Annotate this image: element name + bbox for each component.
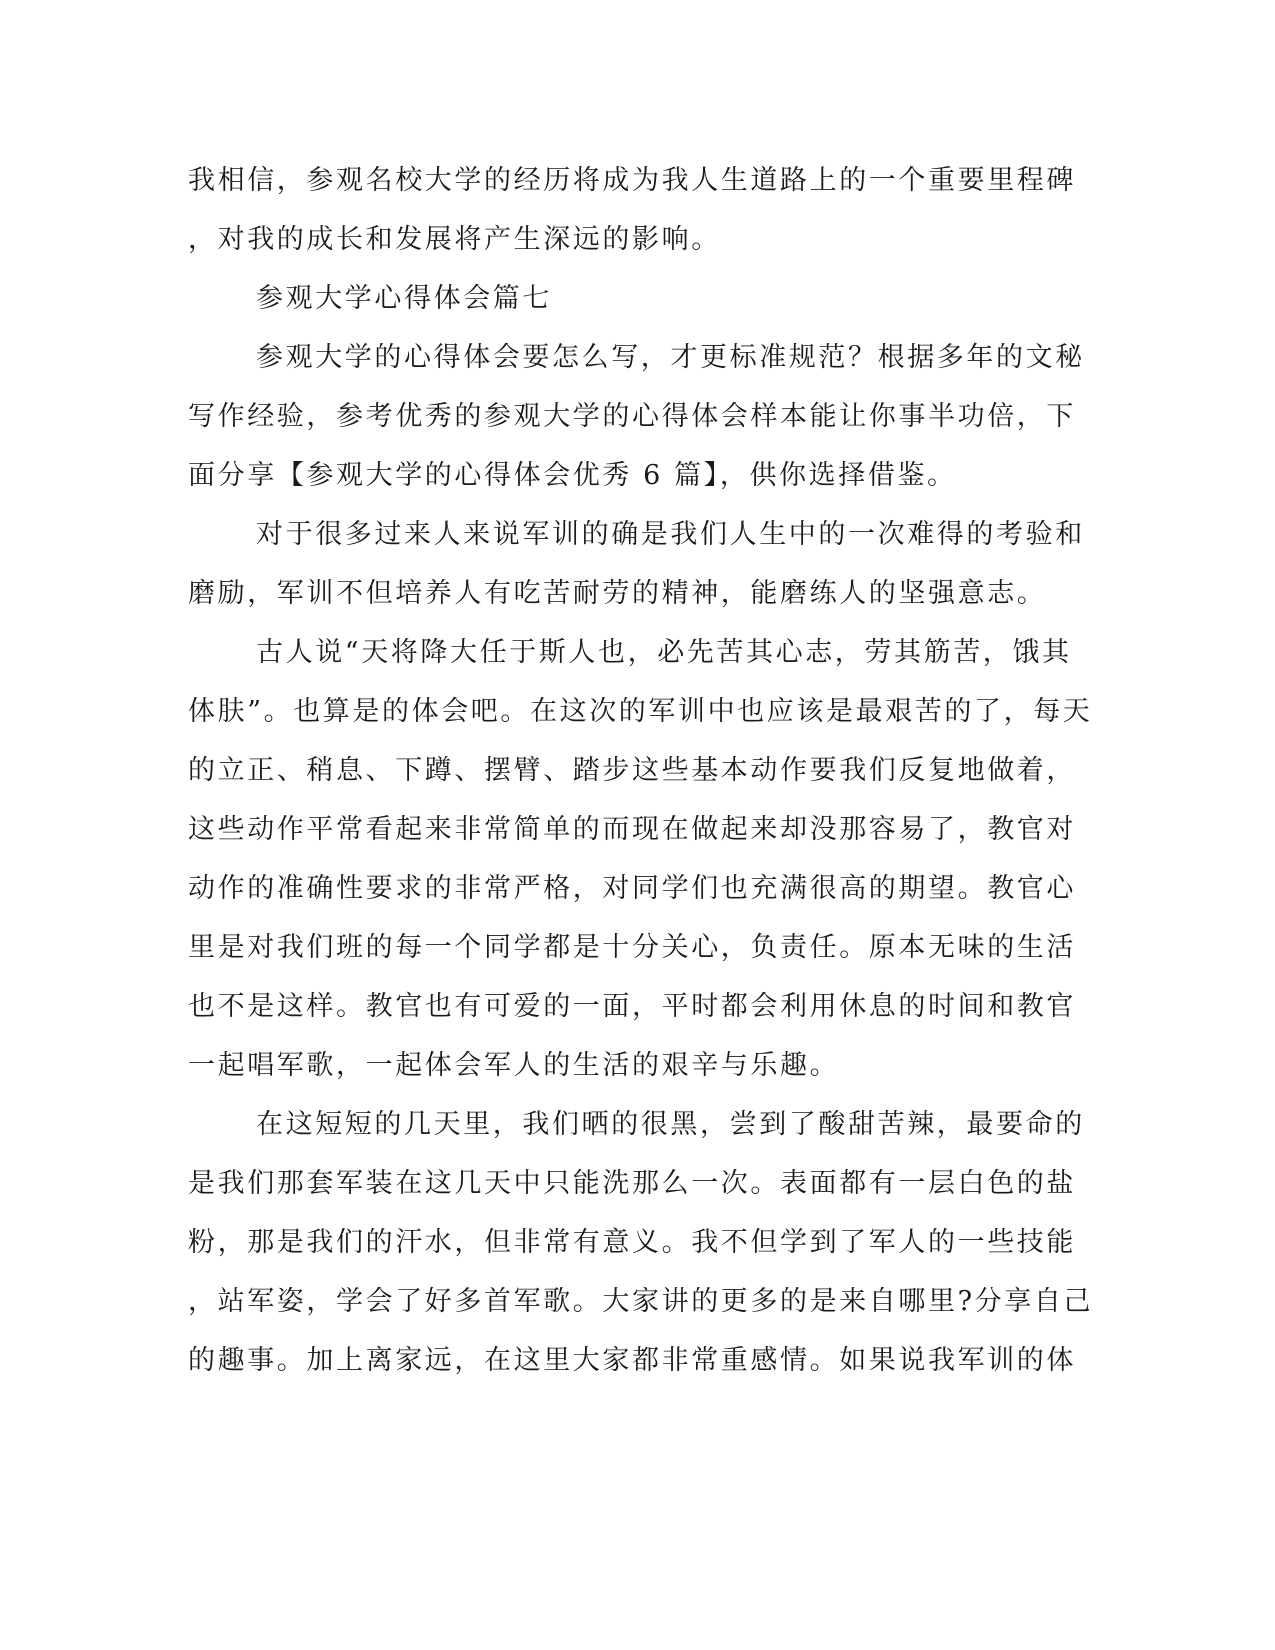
text-line: 的趣事。加上离家远，在这里大家都非常重感情。如果说我军训的体 xyxy=(188,1345,1076,1376)
text-line: 参观大学的心得体会要怎么写，才更标准规范？根据多年的文秘 xyxy=(256,342,1085,373)
text-line: 这些动作平常看起来非常简单的而现在做起来却没那容易了，教官对 xyxy=(188,814,1076,845)
text-line: 磨励，军训不但培养人有吃苦耐劳的精神，能磨练人的坚强意志。 xyxy=(188,578,1047,609)
text-line: 面分享【参观大学的心得体会优秀 6 篇】，供你选择借鉴。 xyxy=(188,460,957,491)
text-line: 写作经验，参考优秀的参观大学的心得体会样本能让你事半功倍，下 xyxy=(188,401,1076,432)
text-line: 也不是这样。教官也有可爱的一面，平时都会利用休息的时间和教官 xyxy=(188,991,1076,1022)
text-line: 是我们那套军装在这几天中只能洗那么一次。表面都有一层白色的盐 xyxy=(188,1168,1076,1199)
text-line: 古人说“天将降大任于斯人也，必先苦其心志，劳其筋苦，饿其 xyxy=(256,637,1072,668)
text-line: 体肤”。也算是的体会吧。在这次的军训中也应该是最艰苦的了，每天 xyxy=(188,696,1093,727)
text-line: 对于很多过来人来说军训的确是我们人生中的一次难得的考验和 xyxy=(256,519,1085,550)
text-line: 动作的准确性要求的非常严格，对同学们也充满很高的期望。教官心 xyxy=(188,873,1076,904)
text-line: ，对我的成长和发展将产生深远的影响。 xyxy=(188,224,721,255)
text-line: 我相信，参观名校大学的经历将成为我人生道路上的一个重要里程碑 xyxy=(188,165,1076,196)
text-line: 里是对我们班的每一个同学都是十分关心，负责任。原本无味的生活 xyxy=(188,932,1076,963)
text-line: 在这短短的几天里，我们晒的很黑，尝到了酸甜苦辣，最要命的 xyxy=(256,1109,1085,1140)
text-line: ，站军姿，学会了好多首军歌。大家讲的更多的是来自哪里?分享自己 xyxy=(188,1286,1094,1317)
text-line: 的立正、稍息、下蹲、摆臂、踏步这些基本动作要我们反复地做着， xyxy=(188,755,1076,786)
text-line: 粉，那是我们的汗水，但非常有意义。我不但学到了军人的一些技能 xyxy=(188,1227,1076,1258)
section-heading: 参观大学心得体会篇七 xyxy=(256,283,552,314)
text-line: 一起唱军歌，一起体会军人的生活的艰辛与乐趣。 xyxy=(188,1050,840,1081)
